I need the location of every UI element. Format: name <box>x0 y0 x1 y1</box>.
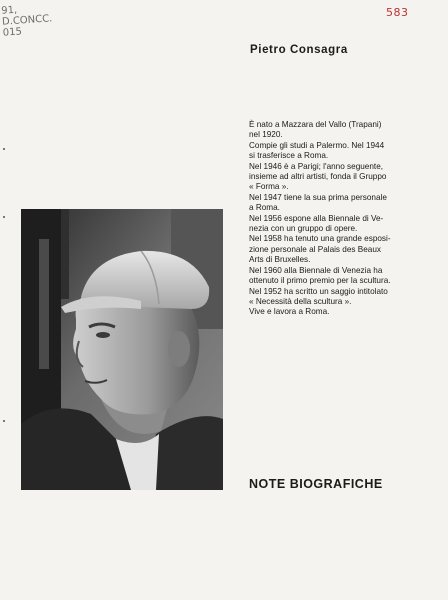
bio-line: È nato a Mazzara del Vallo (Trapani) <box>249 120 382 129</box>
bio-line: Nel 1956 espone alla Biennale di Ve- <box>249 213 384 223</box>
handwritten-reference: 91, D.CONCC. 015 <box>0 4 53 39</box>
margin-mark <box>3 148 5 150</box>
portrait-illustration <box>21 209 223 490</box>
bio-line: ottenuto il primo premio per la scultura. <box>249 276 391 286</box>
margin-mark <box>3 420 5 422</box>
bio-line: Compie gli studi a Palermo. Nel 1944 <box>249 140 385 150</box>
bio-line: Nel 1946 è a Parigi; l'anno seguente, <box>249 161 384 171</box>
bio-line: nezia con un gruppo di opere. <box>249 224 358 234</box>
bio-line: Nel 1958 ha tenuto una grande esposi- <box>249 234 391 244</box>
bio-line: insieme ad altri artisti, fonda il Gruppo <box>249 172 387 182</box>
margin-mark <box>3 216 5 218</box>
bio-line: Nel 1960 alla Biennale di Venezia ha <box>249 265 383 275</box>
bio-line: « Forma ». <box>249 182 289 192</box>
bio-line: si trasferisce a Roma. <box>249 151 329 161</box>
page-number: 583 <box>386 6 409 19</box>
bio-line: Arts di Bruxelles. <box>249 255 311 265</box>
bio-line: Vive e lavora a Roma. <box>249 307 330 317</box>
section-title: NOTE BIOGRAFICHE <box>249 477 383 491</box>
bio-line: nel 1920. <box>249 130 283 140</box>
bio-line: « Necessità della scultura ». <box>249 296 352 306</box>
portrait-photo <box>21 209 223 490</box>
bio-line: Nel 1947 tiene la sua prima personale <box>249 192 387 202</box>
bio-line: a Roma. <box>249 203 280 213</box>
biography-text <box>249 120 439 318</box>
author-name: Pietro Consagra <box>250 44 348 56</box>
bio-line: zione personale al Palais des Beaux <box>249 244 381 254</box>
bio-line: Nel 1952 ha scritto un saggio intitolato <box>249 286 388 296</box>
